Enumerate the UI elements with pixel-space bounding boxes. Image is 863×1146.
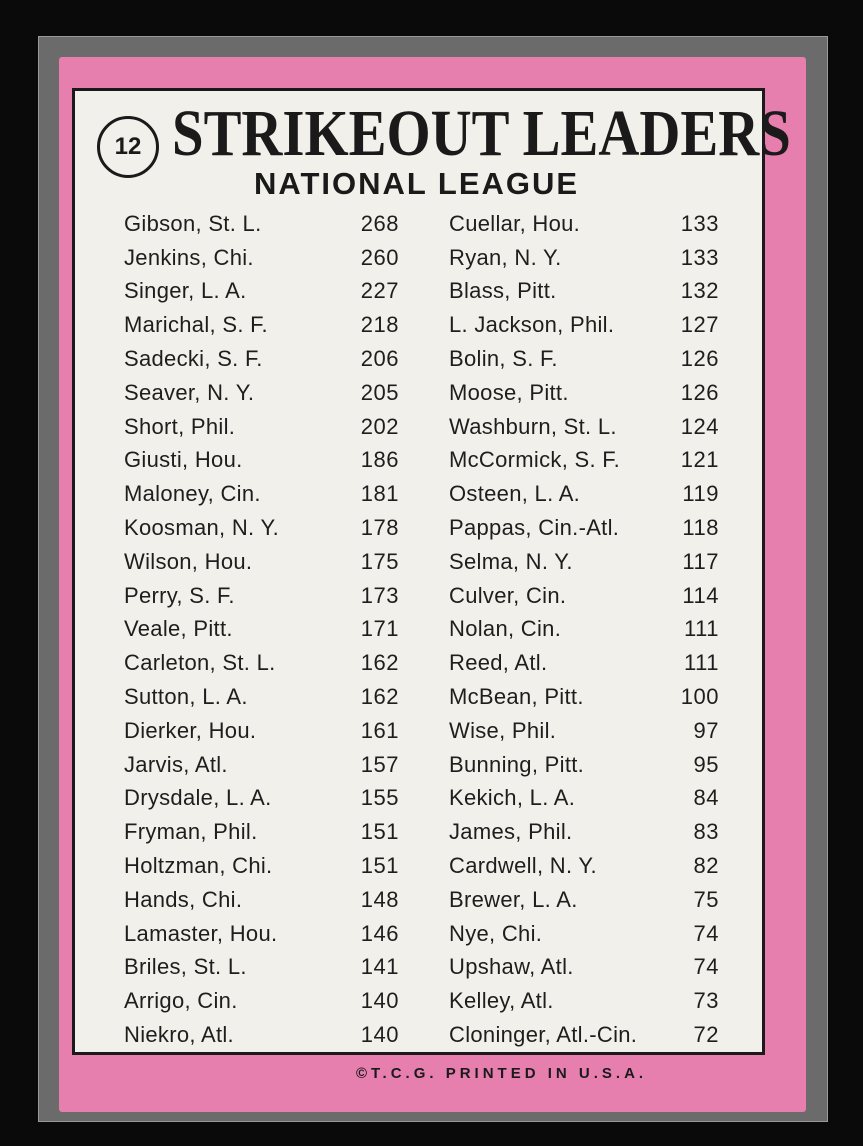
strikeout-count: 268 xyxy=(360,210,399,236)
leader-row xyxy=(124,680,399,714)
leader-row xyxy=(449,917,719,951)
strikeout-count: 133 xyxy=(680,244,719,270)
pitcher-name: L. Jackson, Phil. xyxy=(449,312,615,338)
strikeout-count: 74 xyxy=(693,954,719,980)
leader-row xyxy=(124,782,399,816)
leader-row xyxy=(124,984,399,1018)
pitcher-name: Brewer, L. A. xyxy=(449,886,578,912)
strikeout-count: 124 xyxy=(680,413,719,439)
pitcher-name: Arrigo, Cin. xyxy=(124,988,238,1014)
strikeout-count: 126 xyxy=(680,346,719,372)
strikeout-count: 118 xyxy=(682,515,719,541)
pitcher-name: Drysdale, L. A. xyxy=(124,785,272,811)
pitcher-name: Fryman, Phil. xyxy=(124,819,258,845)
pitcher-name: Carleton, St. L. xyxy=(124,650,276,676)
leader-row xyxy=(449,613,719,647)
leader-row xyxy=(124,241,399,275)
pitcher-name: McBean, Pitt. xyxy=(449,684,584,710)
pitcher-name: Jenkins, Chi. xyxy=(124,244,254,270)
strikeout-count: 132 xyxy=(680,278,719,304)
strikeout-count: 140 xyxy=(360,988,399,1014)
leader-row xyxy=(124,748,399,782)
strikeout-count: 206 xyxy=(360,346,399,372)
leader-row xyxy=(124,410,399,444)
pitcher-name: Upshaw, Atl. xyxy=(449,954,574,980)
leader-row xyxy=(124,207,399,241)
card-number: 12 xyxy=(114,133,142,160)
leader-row xyxy=(124,1018,399,1052)
pitcher-name: Washburn, St. L. xyxy=(449,413,617,439)
strikeout-count: 171 xyxy=(360,616,399,642)
leader-row xyxy=(449,241,719,275)
pitcher-name: Reed, Atl. xyxy=(449,650,548,676)
pitcher-name: Briles, St. L. xyxy=(124,954,247,980)
pitcher-name: James, Phil. xyxy=(449,819,573,845)
leader-row xyxy=(449,545,719,579)
leader-row xyxy=(124,579,399,613)
leader-row xyxy=(124,545,399,579)
pitcher-name: Cuellar, Hou. xyxy=(449,210,581,236)
pitcher-name: Veale, Pitt. xyxy=(124,616,233,642)
pitcher-name: Seaver, N. Y. xyxy=(124,379,255,405)
strikeout-count: 95 xyxy=(693,751,719,777)
leader-row xyxy=(449,782,719,816)
leader-row xyxy=(124,275,399,309)
pitcher-name: Cardwell, N. Y. xyxy=(449,853,597,879)
leader-row xyxy=(124,815,399,849)
pitcher-name: Giusti, Hou. xyxy=(124,447,243,473)
leader-row xyxy=(449,444,719,478)
leader-row xyxy=(449,342,719,376)
leader-row xyxy=(124,917,399,951)
strikeout-count: 218 xyxy=(360,312,399,338)
leader-row xyxy=(449,646,719,680)
strikeout-count: 133 xyxy=(680,210,719,236)
strikeout-count: 84 xyxy=(693,785,719,811)
pitcher-name: Selma, N. Y. xyxy=(449,548,573,574)
pitcher-name: Bunning, Pitt. xyxy=(449,751,585,777)
strikeout-count: 227 xyxy=(360,278,399,304)
strikeout-count: 162 xyxy=(360,684,399,710)
pitcher-name: Bolin, S. F. xyxy=(449,346,558,372)
leader-row xyxy=(124,646,399,680)
leader-row xyxy=(449,1018,719,1052)
card-title: STRIKEOUT LEADERS xyxy=(172,97,791,170)
pitcher-name: Sutton, L. A. xyxy=(124,684,248,710)
leader-row xyxy=(449,308,719,342)
leader-row xyxy=(124,342,399,376)
strikeout-count: 117 xyxy=(682,548,719,574)
pitcher-name: Koosman, N. Y. xyxy=(124,515,280,541)
leader-row xyxy=(124,951,399,985)
pitcher-name: Maloney, Cin. xyxy=(124,481,261,507)
pitcher-name: Wise, Phil. xyxy=(449,717,557,743)
strikeout-count: 119 xyxy=(682,481,719,507)
pitcher-name: Kekich, L. A. xyxy=(449,785,576,811)
pitcher-name: Pappas, Cin.-Atl. xyxy=(449,515,620,541)
leader-row xyxy=(449,815,719,849)
strikeout-count: 162 xyxy=(360,650,399,676)
card-number-badge xyxy=(97,116,159,178)
strikeout-count: 146 xyxy=(360,920,399,946)
strikeout-count: 141 xyxy=(360,954,399,980)
leader-row xyxy=(449,951,719,985)
pitcher-name: Kelley, Atl. xyxy=(449,988,554,1014)
leader-row xyxy=(124,714,399,748)
pitcher-name: Osteen, L. A. xyxy=(449,481,581,507)
strikeout-count: 114 xyxy=(682,582,719,608)
copyright-footer: ©T.C.G. PRINTED IN U.S.A. xyxy=(356,1065,648,1082)
pitcher-name: McCormick, S. F. xyxy=(449,447,621,473)
strikeout-count: 155 xyxy=(360,785,399,811)
strikeout-count: 205 xyxy=(360,379,399,405)
strikeout-count: 127 xyxy=(680,312,719,338)
strikeout-count: 140 xyxy=(360,1022,399,1048)
pitcher-name: Lamaster, Hou. xyxy=(124,920,278,946)
leader-row xyxy=(449,714,719,748)
pitcher-name: Ryan, N. Y. xyxy=(449,244,562,270)
pitcher-name: Perry, S. F. xyxy=(124,582,235,608)
strikeout-count: 151 xyxy=(360,819,399,845)
leader-row xyxy=(124,477,399,511)
strikeout-count: 126 xyxy=(680,379,719,405)
strikeout-count: 100 xyxy=(680,684,719,710)
leaders-column-left xyxy=(124,207,399,1052)
leader-row xyxy=(449,477,719,511)
pitcher-name: Singer, L. A. xyxy=(124,278,247,304)
pitcher-name: Blass, Pitt. xyxy=(449,278,557,304)
pitcher-name: Wilson, Hou. xyxy=(124,548,253,574)
strikeout-count: 178 xyxy=(360,515,399,541)
strikeout-count: 151 xyxy=(360,853,399,879)
strikeout-count: 157 xyxy=(360,751,399,777)
pitcher-name: Niekro, Atl. xyxy=(124,1022,234,1048)
strikeout-count: 111 xyxy=(684,616,719,642)
leader-row xyxy=(124,308,399,342)
leader-row xyxy=(449,207,719,241)
leader-row xyxy=(449,984,719,1018)
leader-row xyxy=(124,849,399,883)
strikeout-count: 260 xyxy=(360,244,399,270)
pitcher-name: Marichal, S. F. xyxy=(124,312,268,338)
strikeout-count: 202 xyxy=(360,413,399,439)
strikeout-count: 72 xyxy=(693,1022,719,1048)
card-subtitle: NATIONAL LEAGUE xyxy=(254,166,580,201)
pitcher-name: Jarvis, Atl. xyxy=(124,751,228,777)
leader-row xyxy=(124,376,399,410)
pitcher-name: Moose, Pitt. xyxy=(449,379,569,405)
leader-row xyxy=(124,613,399,647)
leader-row xyxy=(449,511,719,545)
leader-row xyxy=(449,275,719,309)
strikeout-count: 73 xyxy=(693,988,719,1014)
pitcher-name: Dierker, Hou. xyxy=(124,717,257,743)
leader-row xyxy=(449,376,719,410)
strikeout-count: 148 xyxy=(360,886,399,912)
strikeout-count: 186 xyxy=(360,447,399,473)
pitcher-name: Cloninger, Atl.-Cin. xyxy=(449,1022,638,1048)
pitcher-name: Culver, Cin. xyxy=(449,582,567,608)
leader-row xyxy=(124,511,399,545)
strikeout-count: 82 xyxy=(693,853,719,879)
pitcher-name: Sadecki, S. F. xyxy=(124,346,263,372)
strikeout-count: 173 xyxy=(360,582,399,608)
leader-row xyxy=(449,883,719,917)
pitcher-name: Hands, Chi. xyxy=(124,886,243,912)
leader-row xyxy=(124,883,399,917)
leader-row xyxy=(449,849,719,883)
strikeout-count: 161 xyxy=(360,717,399,743)
strikeout-count: 121 xyxy=(680,447,719,473)
pitcher-name: Nye, Chi. xyxy=(449,920,543,946)
strikeout-count: 97 xyxy=(693,717,719,743)
strikeout-count: 74 xyxy=(693,920,719,946)
pitcher-name: Short, Phil. xyxy=(124,413,236,439)
leader-row xyxy=(449,579,719,613)
leader-row xyxy=(449,748,719,782)
leader-row xyxy=(449,680,719,714)
strikeout-count: 111 xyxy=(684,650,719,676)
leader-row xyxy=(449,410,719,444)
strikeout-count: 181 xyxy=(360,481,399,507)
strikeout-count: 175 xyxy=(360,548,399,574)
pitcher-name: Nolan, Cin. xyxy=(449,616,562,642)
leaders-column-right xyxy=(449,207,719,1052)
leader-row xyxy=(124,444,399,478)
strikeout-count: 75 xyxy=(693,886,719,912)
strikeout-count: 83 xyxy=(693,819,719,845)
pitcher-name: Holtzman, Chi. xyxy=(124,853,273,879)
pitcher-name: Gibson, St. L. xyxy=(124,210,262,236)
